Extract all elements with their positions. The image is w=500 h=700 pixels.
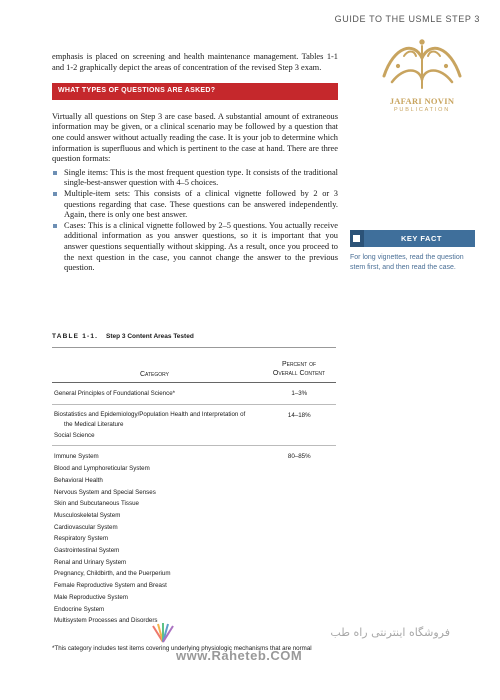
key-fact-heading: KEY FACT — [401, 234, 442, 243]
table-row — [52, 592, 336, 604]
table-row — [52, 388, 336, 400]
table-cell-category: Renal and Urinary System — [54, 558, 127, 566]
table-cell-category: Pregnancy, Childbirth, and the Puerperium — [54, 570, 171, 578]
book-fan-icon — [150, 622, 176, 644]
table-row — [52, 545, 336, 557]
table-cell-percent — [263, 568, 336, 580]
table-cell-category: Social Science — [54, 431, 95, 439]
table-cell-category: Gastrointestinal System — [54, 547, 120, 555]
table-cell-percent — [263, 498, 336, 510]
table-caption — [52, 333, 342, 340]
table-cell-percent — [263, 604, 336, 616]
table-row — [52, 463, 336, 475]
table-cell-category-line1: Biostatistics and Epidemiology/Population Health and Interpretation of — [54, 410, 246, 418]
watermark-url: www.Raheteb.COM — [176, 648, 303, 663]
table-cell-category: Blood and Lymphoreticular System — [54, 465, 150, 473]
table-cell-percent — [263, 475, 336, 487]
table-cell-category-line2: the Medical Literature — [64, 420, 124, 428]
watermark — [150, 620, 450, 666]
table-row — [52, 451, 336, 463]
table-cell-percent: 80–85% — [287, 453, 311, 461]
table-cell-percent — [263, 510, 336, 522]
question-format-list — [52, 168, 338, 274]
key-fact-header — [350, 230, 475, 247]
table-row — [52, 604, 336, 616]
table-row — [52, 522, 336, 534]
table-cell-percent — [263, 487, 336, 499]
table-cell-category: Cardiovascular System — [54, 523, 118, 531]
table-cell-percent — [263, 533, 336, 545]
table-cell-category: Skin and Subcutaneous Tissue — [54, 500, 139, 508]
table-cell-category: Female Reproductive System and Breast — [54, 582, 167, 590]
table-title: Step 3 Content Areas Tested — [106, 333, 194, 340]
publisher-logo — [362, 36, 482, 126]
content-areas-table — [52, 347, 336, 631]
list-item: Multiple-item sets: This consists of a clinical vignette followed by 2 or 3 questions regarding that case. These questions can be answered independently. Again, there is only one best answer. — [52, 189, 338, 221]
table-cell-percent — [263, 522, 336, 534]
table-cell-category: Nervous System and Special Senses — [54, 488, 156, 496]
table-cell-category: Multisystem Processes and Disorders — [54, 617, 158, 625]
table-row — [52, 533, 336, 545]
table-cell-category: Musculoskeletal System — [54, 511, 121, 519]
table-cell-percent — [263, 557, 336, 569]
table-cell-percent — [263, 545, 336, 557]
table-cell-percent — [263, 463, 336, 475]
table-row — [52, 557, 336, 569]
table-row — [52, 580, 336, 592]
table-cell-category: Endocrine System — [54, 605, 105, 613]
table-number: TABLE 1-1. — [52, 333, 99, 340]
list-item: Cases: This is a clinical vignette followed by 2–5 questions. You actually receive additional information as you answer questions, so it is important that you answer questions sequentially without skipping. As a result, once you proceed to the next question in the case, you cannot change the answer to the previous question. — [52, 221, 338, 274]
table-cell-category — [52, 410, 263, 430]
main-column — [52, 52, 338, 274]
table-row — [52, 410, 336, 430]
key-fact-text: For long vignettes, read the question stem first, and then read the case. — [350, 254, 464, 271]
table-group — [52, 446, 336, 631]
list-item: Single items: This is the most frequent question type. It consists of the traditional single-best-answer question with 4–5 choices. — [52, 168, 338, 189]
table-cell-category: Behavioral Health — [54, 476, 103, 484]
table-cell-category: Immune System — [54, 453, 99, 461]
table-cell-category: General Principles of Foundational Science* — [54, 390, 176, 397]
table-cell-percent — [263, 592, 336, 604]
column-header-percent-line2: Overall Content — [272, 370, 326, 377]
table-group — [52, 383, 336, 405]
logo-subtitle: PUBLICATION — [393, 107, 451, 113]
watermark-persian-text: فروشگاه اینترنتی راه طب — [330, 626, 450, 639]
body-paragraph: Virtually all questions on Step 3 are case based. A substantial amount of extraneous information may be given, or a clinical scenario may be followed by a question that one could answer without actually reading the case. It is your job to determine which information is superfluous and which is pertinent to the case at hand. There are three question formats: — [52, 111, 338, 164]
column-header-percent — [262, 360, 336, 378]
calligraphy-logo-icon — [374, 36, 470, 94]
intro-paragraph: emphasis is placed on screening and health maintenance management. Tables 1-1 and 1-2 graphically depict the areas of concentration of the revised Step 3 exam. — [52, 52, 338, 72]
table-row — [52, 568, 336, 580]
table-group — [52, 405, 336, 447]
table-cell-percent: 14–18% — [287, 411, 311, 419]
key-fact-tab-icon — [350, 230, 364, 247]
table-row — [52, 498, 336, 510]
table-row — [52, 430, 336, 442]
running-head: GUIDE TO THE USMLE STEP 3 — [334, 14, 480, 24]
logo-name: JAFARI NOVIN — [389, 96, 455, 106]
table-cell-category: Respiratory System — [54, 535, 108, 543]
column-header-category: Category — [139, 371, 170, 378]
table-cell-percent — [263, 580, 336, 592]
table-footnote: *This category includes test items covering underlying physiologic mechanisms that are normal — [52, 645, 312, 652]
column-header-percent-line1: Percent of — [281, 361, 317, 368]
key-fact-box — [350, 230, 475, 272]
table-row — [52, 510, 336, 522]
table-cell-category: Male Reproductive System — [54, 593, 128, 601]
table-cell-percent — [263, 430, 336, 442]
table-row — [52, 487, 336, 499]
table-cell-percent: 1–3% — [291, 390, 308, 397]
table-row — [52, 475, 336, 487]
table-header — [52, 347, 336, 383]
section-heading: WHAT TYPES OF QUESTIONS ARE ASKED? — [52, 83, 338, 100]
